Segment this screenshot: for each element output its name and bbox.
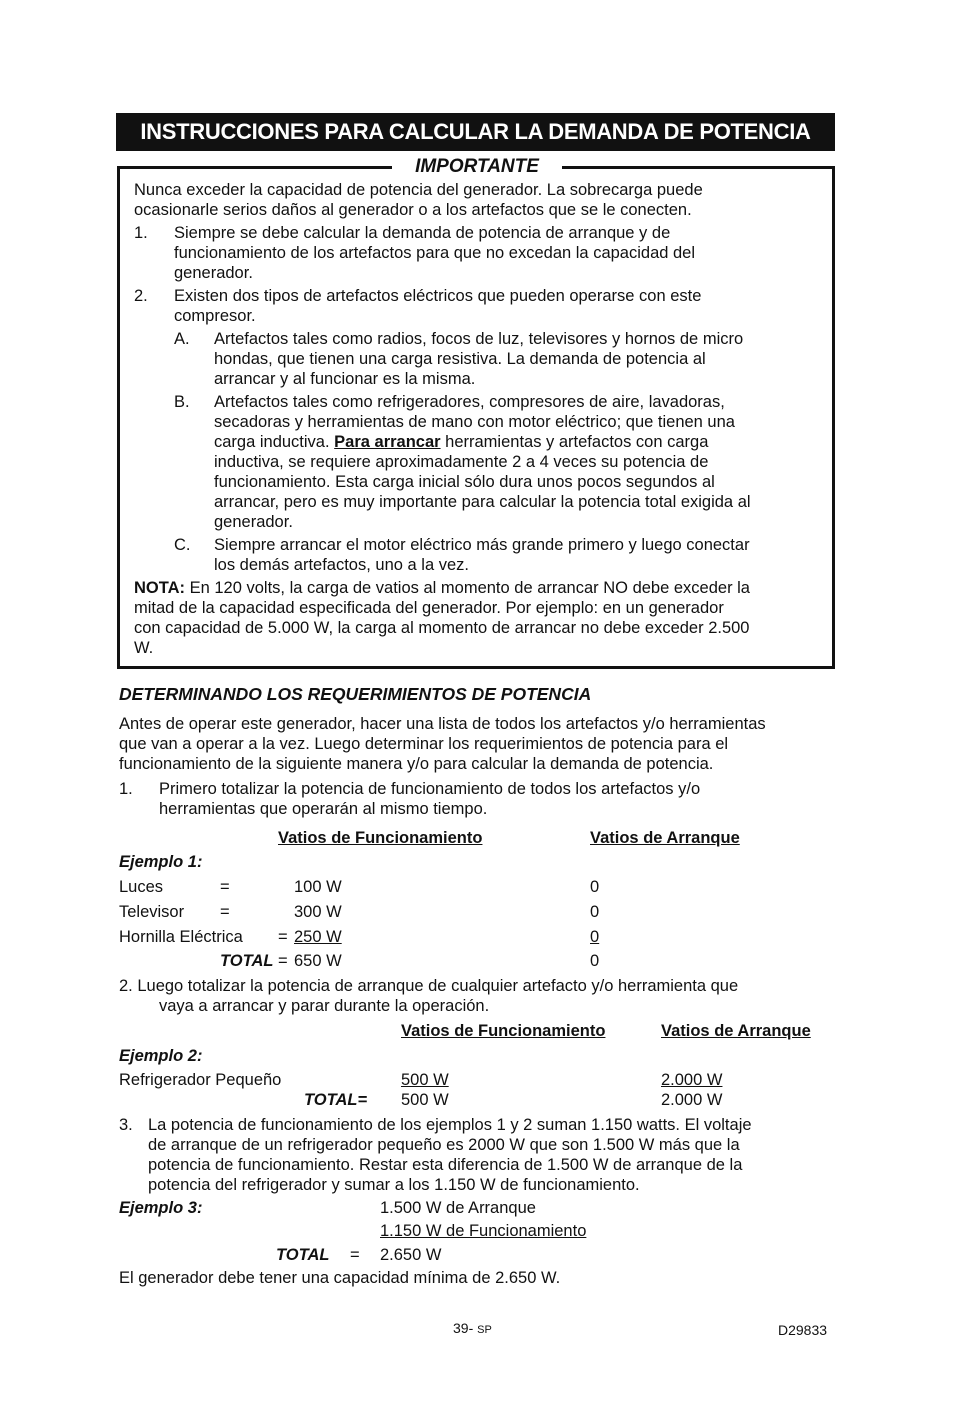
step-number: 1. xyxy=(119,780,133,798)
subitem-letter: A. xyxy=(174,330,190,348)
subitem-line: inductiva, se requiere aproximadamente 2 a 4 veces su potencia de xyxy=(214,453,709,471)
subitem-line: arrancar, pero es muy importante para calcular la potencia total exigida al xyxy=(214,493,751,511)
ex1-item: Hornilla Eléctrica xyxy=(119,928,243,946)
subitem-line: Artefactos tales como refrigeradores, compresores de aire, lavadoras, xyxy=(214,393,725,411)
ex2-total-starting: 2.000 W xyxy=(661,1091,723,1109)
ex1-header-starting: Vatios de Arranque xyxy=(590,829,740,847)
ex1-starting: 0 xyxy=(590,903,600,921)
important-item-line: Existen dos tipos de artefactos eléctricos que pueden operarse con este xyxy=(174,287,702,305)
page-number-suffix: SP xyxy=(477,1324,492,1336)
ex2-running: 500 W xyxy=(401,1071,449,1089)
ex2-header-starting: Vatios de Arranque xyxy=(661,1022,811,1040)
ex1-label: Ejemplo 1: xyxy=(119,853,203,871)
subitem-letter: C. xyxy=(174,536,191,554)
document-code: D29833 xyxy=(778,1322,828,1338)
subitem-line: secadoras y herramientas de mano con motor eléctrico; que tienen una xyxy=(214,413,735,431)
important-intro-line: ocasionarle serios daños al generador o a los artefactos que se le conecten. xyxy=(134,201,692,219)
subitem-line: los demás artefactos, uno a la vez. xyxy=(214,556,469,574)
ex1-total-starting: 0 xyxy=(590,952,600,970)
subitem-line: funcionamiento. Esta carga inicial sólo dura unos pocos segundos al xyxy=(214,473,715,491)
ex2-starting: 2.000 W xyxy=(661,1071,723,1089)
para-arrancar-emphasis: Para arrancar xyxy=(334,433,441,451)
intro-paragraph-line: funcionamiento de la siguiente manera y/o para calcular la demanda de potencia. xyxy=(119,755,714,773)
step-line: Primero totalizar la potencia de funcionamiento de todos los artefactos y/o xyxy=(159,780,701,798)
nota-text: En 120 volts, la carga de vatios al momento de arrancar NO debe exceder la xyxy=(185,579,750,597)
ex2-label: Ejemplo 2: xyxy=(119,1047,203,1065)
step-line: La potencia de funcionamiento de los ejemplos 1 y 2 suman 1.150 watts. El voltaje xyxy=(148,1116,752,1134)
step-line: potencia de funcionamiento. Restar esta diferencia de 1.500 W de arranque de la xyxy=(148,1156,743,1174)
subitem-line: generador. xyxy=(214,513,293,531)
ex3-total-label: TOTAL xyxy=(276,1246,330,1264)
ex3-line: 1.500 W de Arranque xyxy=(380,1199,536,1217)
ex3-line: 1.150 W de Funcionamiento xyxy=(380,1222,587,1240)
ex2-header-running: Vatios de Funcionamiento xyxy=(401,1022,606,1040)
ex1-starting: 0 xyxy=(590,878,600,896)
subitem-line xyxy=(214,432,708,452)
subitem-text: herramientas y artefactos con carga xyxy=(440,433,709,451)
nota-line: con capacidad de 5.000 W, la carga al momento de arrancar no debe exceder 2.500 xyxy=(134,619,750,637)
ex1-equals: = xyxy=(278,928,288,946)
ex2-total-label: TOTAL= xyxy=(304,1091,368,1109)
section-title: DETERMINANDO LOS REQUERIMIENTOS DE POTENCIA xyxy=(119,684,592,704)
subitem-text: carga inductiva. xyxy=(214,433,335,451)
ex1-running: 250 W xyxy=(294,928,342,946)
important-item-number: 2. xyxy=(134,287,148,305)
ex1-starting: 0 xyxy=(590,928,600,946)
subitem-letter: B. xyxy=(174,393,190,411)
ex1-item: Televisor xyxy=(119,903,185,921)
conclusion: El generador debe tener una capacidad mínima de 2.650 W. xyxy=(119,1269,561,1287)
subitem-line: Artefactos tales como radios, focos de luz, televisores y hornos de micro xyxy=(214,330,744,348)
subitem-line: Siempre arrancar el motor eléctrico más grande primero y luego conectar xyxy=(214,536,750,554)
page-banner-title: INSTRUCCIONES PARA CALCULAR LA DEMANDA DE POTENCIA xyxy=(116,113,835,151)
ex3-label: Ejemplo 3: xyxy=(119,1199,203,1217)
intro-paragraph-line: Antes de operar este generador, hacer una lista de todos los artefactos y/o herramientas xyxy=(119,715,766,733)
ex3-total-value: 2.650 W xyxy=(380,1246,442,1264)
ex1-running: 100 W xyxy=(294,878,342,896)
intro-paragraph-line: que van a operar a la vez. Luego determinar los requerimientos de potencia para el xyxy=(119,735,729,753)
ex1-total-label: TOTAL xyxy=(220,952,274,970)
ex1-equals: = xyxy=(220,903,230,921)
important-item-line: compresor. xyxy=(174,307,256,325)
nota-label: NOTA: xyxy=(134,579,186,597)
important-item-line: funcionamiento de los artefactos para que no excedan la capacidad del xyxy=(174,244,696,262)
important-title: IMPORTANTE xyxy=(392,154,562,178)
ex2-total-running: 500 W xyxy=(401,1091,449,1109)
ex1-running: 300 W xyxy=(294,903,342,921)
important-item-line: Siempre se debe calcular la demanda de potencia de arranque y de xyxy=(174,224,671,242)
ex1-total-running: 650 W xyxy=(294,952,342,970)
ex1-header-running: Vatios de Funcionamiento xyxy=(278,829,483,847)
ex2-item: Refrigerador Pequeño xyxy=(119,1071,282,1089)
ex1-item: Luces xyxy=(119,878,164,896)
ex1-total-equals: = xyxy=(278,952,288,970)
step-line: potencia del refrigerador y sumar a los 1.150 W de funcionamiento. xyxy=(148,1176,640,1194)
ex1-equals: = xyxy=(220,878,230,896)
important-intro-line: Nunca exceder la capacidad de potencia del generador. La sobrecarga puede xyxy=(134,181,703,199)
step-line: herramientas que operarán al mismo tiempo. xyxy=(159,800,488,818)
nota-line: mitad de la capacidad especificada del generador. Por ejemplo: en un generador xyxy=(134,599,724,617)
step-line: 2. Luego totalizar la potencia de arranque de cualquier artefacto y/o herramienta que xyxy=(119,977,739,995)
step-line: vaya a arrancar y parar durante la operación. xyxy=(159,997,490,1015)
subitem-line: hondas, que tienen una carga resistiva. La demanda de potencia al xyxy=(214,350,706,368)
step-number: 3. xyxy=(119,1116,133,1134)
ex3-total-equals: = xyxy=(350,1246,360,1264)
important-item-number: 1. xyxy=(134,224,148,242)
nota-line xyxy=(134,578,750,598)
subitem-line: arrancar y al funcionar es la misma. xyxy=(214,370,476,388)
page-number xyxy=(453,1318,492,1340)
nota-line: W. xyxy=(134,639,154,657)
page-number-value: 39- xyxy=(453,1320,478,1336)
step-line: de arranque de un refrigerador pequeño es 2000 W que son 1.500 W más que la xyxy=(148,1136,740,1154)
important-item-line: generador. xyxy=(174,264,253,282)
